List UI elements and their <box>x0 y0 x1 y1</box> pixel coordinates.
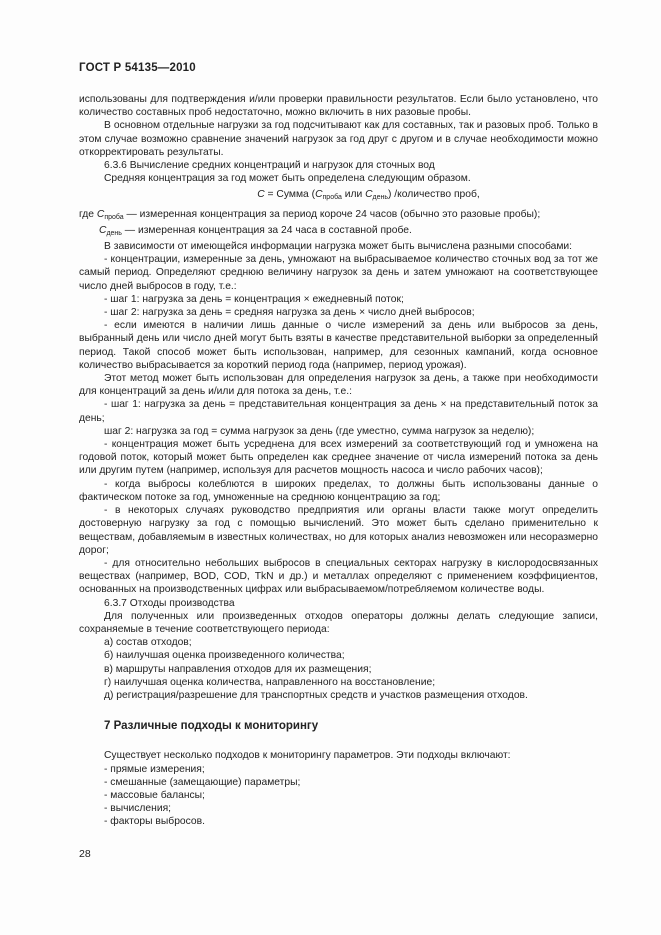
paragraph: Существует несколько подходов к мониторингу параметров. Эти подходы включают: <box>104 750 511 762</box>
paragraph: - в некоторых случаях руководство предприятия или органы власти также могут определить достоверную нагрузку за год с помощью вычислений. Это может быть сделано применительно к веществам, добавляемым в известных количествах, но для которых анализ невозможен или несоразмерно дорог; <box>79 505 598 556</box>
formula-text: или <box>341 189 366 201</box>
paragraph: - шаг 2: нагрузка за день = средняя нагрузка за день × число дней выбросов; <box>104 307 475 319</box>
document-body <box>79 93 598 829</box>
approaches-list <box>79 763 598 829</box>
formula <box>79 188 598 204</box>
list-item: - смешанные (замещающие) параметры; <box>104 776 301 788</box>
waste-records-list <box>79 636 598 702</box>
formula-symbol: C <box>257 189 265 201</box>
formula-symbol: C <box>365 189 373 201</box>
paragraph: - для относительно небольших выбросов в специальных секторах нагрузку в кислородосвязанных веществах (например, BOD, COD, TkN и др.) и металлах определяют с применением коэффициентов, основанных на производственных цифрах или выбрасываемом/потребляемом количестве воды. <box>79 557 598 596</box>
paragraph: использованы для подтверждения и/или проверки правильности результатов. Если было установлено, что количество составных проб недостаточно, можно включить в них разовые пробы. <box>79 94 598 119</box>
subsection-heading-6-3-6: 6.3.6 Вычисление средних концентраций и нагрузок для сточных вод <box>104 160 435 172</box>
subsection-heading-6-3-7: 6.3.7 Отходы производства <box>104 597 235 609</box>
document-header: ГОСТ Р 54135—2010 <box>79 62 196 74</box>
paragraph: Этот метод может быть использован для определения нагрузок за день, а также при необходимости для концентраций за день и/или для потока за день, т.е.: <box>79 373 598 398</box>
list-item: - прямые измерения; <box>104 763 205 775</box>
formula-subscript: день <box>106 229 122 237</box>
explanation-text: — измеренная концентрация за 24 часа в составной пробе. <box>121 224 412 236</box>
formula-explanation <box>79 224 598 240</box>
formula-symbol: C <box>315 189 323 201</box>
paragraph: шаг 2: нагрузка за год = сумма нагрузок за день (где уместно, сумма нагрузок за неделю); <box>104 425 535 437</box>
formula-explanation <box>79 208 598 224</box>
list-item: - факторы выбросов. <box>104 816 205 828</box>
list-item: - массовые балансы; <box>104 789 205 801</box>
paragraph: - шаг 1: нагрузка за день = концентрация × ежедневный поток; <box>104 293 404 305</box>
list-item: в) маршруты направления отходов для их размещения; <box>104 663 372 675</box>
list-item: б) наилучшая оценка произведенного количества; <box>104 650 345 662</box>
formula-symbol: C <box>96 208 105 220</box>
where-word: где <box>79 208 97 220</box>
paragraph: - когда выбросы колеблются в широких пределах, то должны быть использованы данные о фактическом потоке за год, умноженные на среднюю концентрацию за год; <box>79 478 598 503</box>
formula-subscript: проба <box>322 194 342 202</box>
formula-text: ) /количество проб, <box>388 189 480 201</box>
list-item: - вычисления; <box>104 803 172 815</box>
explanation-text: — измеренная концентрация за период короче 24 часов (обычно это разовые пробы); <box>123 208 541 220</box>
paragraph: В зависимости от имеющейся информации нагрузка может быть вычислена разными способами: <box>104 241 573 253</box>
list-item: г) наилучшая оценка количества, направленного на восстановление; <box>104 676 436 688</box>
paragraph: - концентрации, измеренные за день, умножают на выбрасываемое количество сточных вод за тот же самый период. Определяют среднюю величину нагрузок за день и затем умножают на соответствующее число дней выбросов в году, т.е.: <box>79 254 598 292</box>
section-heading-7: 7 Различные подходы к мониторингу <box>104 720 319 733</box>
paragraph: - шаг 1: нагрузка за день = представительная концентрация за день × на представительный поток за день; <box>79 399 598 424</box>
list-item: а) состав отходов; <box>104 637 192 649</box>
formula-text: = Сумма ( <box>264 189 316 201</box>
paragraph: - если имеются в наличии лишь данные о числе измерений за день или выбросов за день, выбранный день или число дней могут быть взяты в качестве представительной выборки за определенный период. Такой способ может быть использован, например, для сезонных кампаний, когда основное количество выбрасывается за короткий период года (например, период урожая). <box>79 320 598 371</box>
paragraph: Средняя концентрация за год может быть определена следующим образом. <box>104 173 471 185</box>
page-number: 28 <box>79 848 91 860</box>
formula-symbol: C <box>99 224 107 236</box>
formula-subscript: проба <box>104 213 124 221</box>
paragraph: В основном отдельные нагрузки за год подсчитывают как для составных, так и разовых проб. Только в этом случае возможно сравнение значений нагрузок за год друг с другом и в случае необходимости можно откорректировать результаты. <box>79 120 598 158</box>
formula-subscript: день <box>372 194 389 202</box>
paragraph: - концентрация может быть усреднена для всех измерений за соответствующий год и умножена на годовой поток, который может быть определен как среднее значение от числа измерений потока за день или другим путем (например, используя для расчетов мощность насоса и число рабочих часов); <box>79 439 598 477</box>
list-item: д) регистрация/разрешение для транспортных средств и участков размещения отходов. <box>104 689 528 701</box>
paragraph: Для полученных или произведенных отходов операторы должны делать следующие записи, сохраняемые в течение соответствующего периода: <box>79 610 598 635</box>
